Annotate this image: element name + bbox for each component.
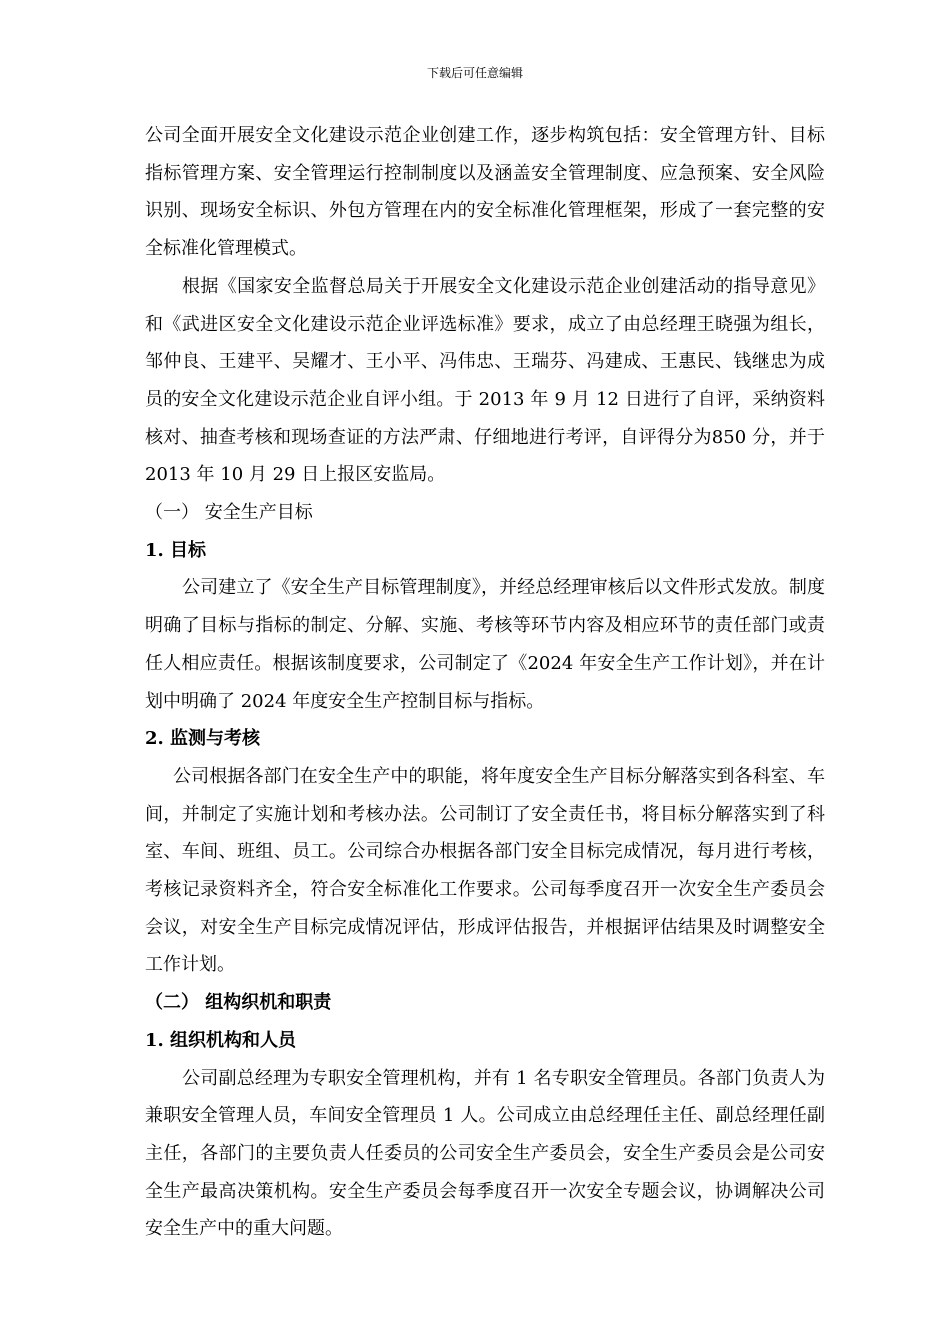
document-body <box>145 117 825 1248</box>
paragraph-organization: 公司副总经理为专职安全管理机构，并有 1 名专职安全管理员。各部门负责人为兼职安全管理人员，车间安全管理员 1 人。公司成立由总经理任主任、副总经理任副主任，各部门的主要负责人任委员的公司安全生产委员会，安全生产委员会是公司安全生产最高决策机构。安全生产委员会每季度召开一次安全专题会议，协调解决公司安全生产中的重大问题。 <box>145 1067 825 1240</box>
section-heading-safety-goals: （一） 安全生产目标 <box>145 502 313 524</box>
subheading-organization-staff: 1. 组织机构和人员 <box>145 1029 297 1051</box>
subheading-goals: 1. 目标 <box>145 539 207 561</box>
paragraph-intro: 公司全面开展安全文化建设示范企业创建工作，逐步构筑包括：安全管理方针、目标指标管理方案、安全管理运行控制制度以及涵盖安全管理制度、应急预案、安全风险识别、现场安全标识、外包方管理在内的安全标准化管理框架，形成了一套完整的安全标准化管理模式。 <box>145 125 825 260</box>
paragraph-self-evaluation: 根据《国家安全监督总局关于开展安全文化建设示范企业创建活动的指导意见》和《武进区安全文化建设示范企业评选标准》要求，成立了由总经理王晓强为组长，邹仲良、王建平、吴耀才、王小平、冯伟忠、王瑞芬、冯建成、王惠民、钱继忠为成员的安全文化建设示范企业自评小组。于 2013 年 9 月 12 日进行了自评，采纳资料核对、抽查考核和现场查证的方法严肃、仔细地进行考评，自评得分为850 分，并于 2013 年 10 月 29 日上报区安监局。 <box>145 275 825 486</box>
paragraph-monitoring: 公司根据各部门在安全生产中的职能，将年度安全生产目标分解落实到各科室、车间，并制定了实施计划和考核办法。公司制订了安全责任书，将目标分解落实到了科室、车间、班组、员工。公司综合办根据各部门安全目标完成情况，每月进行考核，考核记录资料齐全，符合安全标准化工作要求。公司每季度召开一次安全生产委员会会议，对安全生产目标完成情况评估，形成评估报告，并根据评估结果及时调整安全工作计划。 <box>145 765 825 976</box>
section-heading-organization: （二） 组构织机和职责 <box>145 992 332 1014</box>
subheading-monitoring: 2. 监测与考核 <box>145 728 261 750</box>
page-header: 下载后可任意编辑 <box>426 66 523 80</box>
paragraph-goals: 公司建立了《安全生产目标管理制度》，并经总经理审核后以文件形式发放。制度明确了目标与指标的制定、分解、实施、考核等环节内容及相应环节的责任部门或责任人相应责任。根据该制度要求，公司制定了《2024 年安全生产工作计划》，并在计划中明确了 2024 年度安全生产控制目标与指标。 <box>145 577 825 712</box>
